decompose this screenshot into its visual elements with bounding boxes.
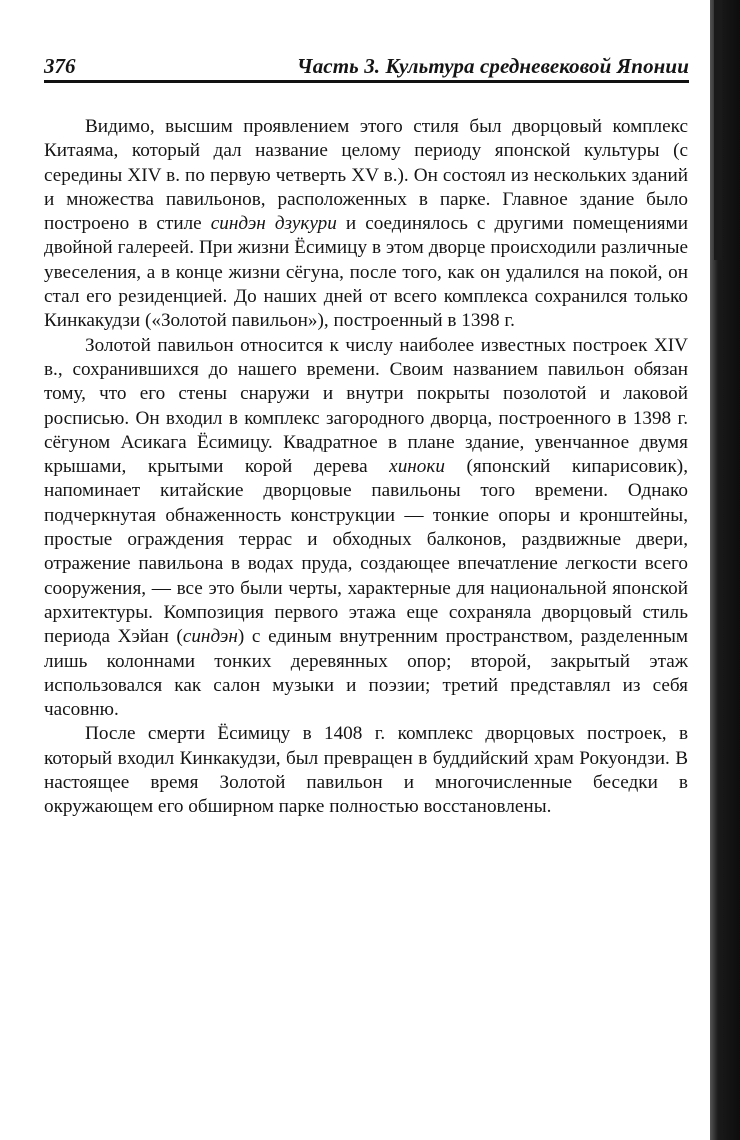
page-number: 376: [44, 54, 76, 78]
paragraph-1: [44, 115, 688, 334]
paragraph-2: [44, 334, 688, 723]
chapter-title: Часть 3. Культура средневековой Японии: [296, 54, 689, 78]
text-segment: Видимо, высшим проявлением этого стиля был дворцовый комплекс Китаяма, который дал название целому периоду японской культуры (с середины XIV в. по первую четверть XV в.). Он состоял из нескольких зданий и множества павильонов, расположенных в парке. Главное здание было построено в стиле: [44, 116, 688, 235]
text-segment: и соединялось с другими помещениями двойной галереей. При жизни Ёсимицу в этом дворце происходили различные увеселения, а в конце жизни сёгуна, после того, как он удалился на покой, он стал его резиденцией. До наших дней от всего комплекса сохранился только Кинкакудзи («Золотой павильон»), построенный в 1398 г.: [44, 213, 688, 332]
text-segment: ) с единым внутренним пространством, разделенным лишь колоннами тонких деревянных опор; второй, закрытый этаж использовался как салон музыки и поэзии; третий представлял из себя часовню.: [44, 626, 688, 721]
body-text: [44, 115, 688, 820]
text-segment: Золотой павильон относится к числу наиболее известных построек XIV в., сохранившихся до нашего времени. Своим названием павильон обязан тому, что его стены снаружи и внутри покрыты позолотой и лаковой росписью. Он входил в комплекс загородного дворца, построенного в 1398 г. сёгуном Асикага Ёсимицу. Квадратное в плане здание, увенчанное двумя крышами, крытыми корой дерева: [44, 334, 688, 478]
italic-term-sinden-dzukuri: синдэн дзукури: [210, 213, 337, 235]
running-header: [44, 44, 689, 83]
paragraph-3: [44, 722, 688, 819]
text-segment: После смерти Ёсимицу в 1408 г. комплекс дворцовых построек, в который входил Кинкакудзи, был превращен в буддийский храм Рокуондзи. В настоящее время Золотой павильон и многочисленные беседки в окружающем его обширном парке полностью восстановлены.: [44, 723, 688, 818]
italic-term-hinoki: хиноки: [389, 456, 445, 478]
scan-edge-notch: [714, 0, 722, 260]
text-segment: (японский кипарисовик), напоминает китайские дворцовые павильоны того времени. Однако подчеркнутая обнаженность конструкции — тонкие опоры и кронштейны, простые ограждения террас и обходных балконов, раздвижные двери, отражение павильона в водах пруда, создающее впечатление легкости всего сооружения, — все это были черты, характерные для национальной японской архитектуры. Композиция первого этажа еще сохраняла дворцовый стиль периода Хэйан (: [44, 456, 688, 648]
italic-term-sinden: синдэн: [182, 626, 238, 648]
